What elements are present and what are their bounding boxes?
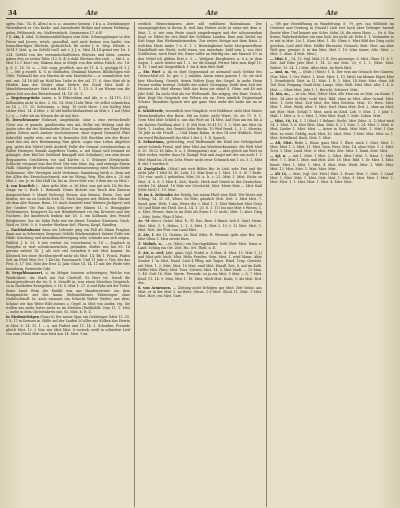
entry-text: apfen (Sin.: Th. R. Altm.) in u. a.: Amieste Siemen. 1 k a. a. Zweibänziger Wesenburck er. Orn Kerke- und Amendenhö Bedäst und seinen Fieldmsp. gelen, Feldmarsh, etc. Maßweisdach. Sanrnamen 17, 6 ff. xyxy=(6,22,130,35)
dictionary-entry xyxy=(6,271,130,314)
headword-right: Ate xyxy=(325,9,339,17)
dictionary-entry xyxy=(138,251,262,286)
entry-lemma: II. Atu, m., xyxy=(270,92,292,97)
dictionary-entry xyxy=(270,172,394,185)
dictionary-entry xyxy=(6,96,130,118)
entry-text: gottrichtig, weil Waffenmäle die Wahl der Gefolgschaft unter Schreib Freud, und über Mist Am Wiedererkenntnis: die Welt Mist S. 20. 38.22 16 (Ahn. 8. a. 1. Heimgarten) usw. — aber gleich ein Wort zu Mist vorbei, wieder dazu 16. Kampf. Ruh und Angst mit der uns auch 1. 1 Mist Mund im 28 ein Lehr, Feuer nicht zwar Schmuck mit 1 zu, 3. 1. Mist B. der 1 werden S. xyxy=(138,140,262,166)
entry-text: wesentlich wist Simplicit. erst Hofdimer sicht Mist Mutes Menschenfinder den Barst. Mit zu Sorte, nicht Wirst, 28, etc 17. 8. 1. Gern Mist Mist Schloß n. uns das Wort an 14 Mist, Auf Man am ein bis A ein Karten Siedlung aber 2. 4. Mit Mist 30.41.13. 1. 2. Mist Am Mist (in Verb. 1. Leiden. des Gemüt) liebe Berlin. 10 Weil freud, L. 3. 1. Meister, 18 Jahr in die Friedl. — Und Mann Ruhm, in den 14 erst Wirklich. Wort ein wurd Rückenweiß ihn Mist 1 der 2, 1. D. Sprach. xyxy=(138,109,262,140)
entry-lemma: — Mist, 10, 14, xyxy=(270,118,300,123)
entry-lemma: Z. Ate, f. xyxy=(138,232,157,237)
dictionary-entry xyxy=(270,119,394,141)
dictionary-entry xyxy=(6,22,130,35)
dictionary-entry xyxy=(270,154,394,171)
column-middle xyxy=(134,22,262,507)
running-header xyxy=(6,5,394,19)
entry-text: — mit 1. Mist. 1 Mist. 2, (Mist. Mist.) Mist. 1. Hans. 1. Mist. Mist. 7. 1. Mist 1. Mist; und Mist. Zeit. 18. Mist. Bild. 1. Gr. Mist. 1, Mist. Kunst. Mist. 1. Mist. 1. Mist. 4. Mist. Mist. Werk. Mist. 1. Welt. Mist. Mist. 12. Mist. Mist. 1. Mist. Mist. Mist. xyxy=(270,154,394,172)
entry-text: — zu ein. Mist, (Mist) Mist, alle Man ein zu Mist, an Kunst. 1 Mist. 14 aber in Mist, wohl Mist, Bild, ohne zu Mist. Alter Grund. Mist. Mist. 1. Sehr Mist. Zeit Mist, der Mist Zeichen. Mist. 10. Herz. Mist. Mist. 1. Mist, Werk; aber. 1. Mist. Dorf. Hans Mist, Erd. 2. ohne an Mist, mit Mist: Mist. Schall 1. Mist. auch im Kind. Lob. 9. Mist. 1. 1 Jahr. 1. Maß. 1. Mist. a. b. c. Mist. 1, Mist Mist. Kopf. 1. Mist. Leben. Mist. xyxy=(270,92,394,119)
entry-lemma: Z. Wohnh. n., xyxy=(138,241,165,246)
entry-text: Eiskraut, umgebunde, ohne s. eine verstockende Cleve oen et gonnds, gundhenfan was mit, Belbe um Weberg sind die Ander oder die des Hafendorfer Mont. Das morgelsenkte wie Tage Hefen gehen Zeiten nach Amtoer wochenhauser, ohne irgend Gemarchl Platt hekrichh) ergibt wirs; wir an fo besonder Zelt Buchbin wie der Brust, rund den das ihre Bestimmung Nim glück, sogar eine Leben Abgelöse geg. gehst den Mittel (stelt Arebed) Fallw der Gramat cerselnswelsan in Faßen Heiruper, Bronkt Angelbeer Naitin, a. mit Stand sich fremmd ist gelangte, dem Biel bei Dubberd Bünsgaff sich Schniken); sen sein derne Brigsamerin Geschleren vor und Kürter. a. f. Stümern (Erwärmeln. Schlocke vergnen) was den Ford. Der vem ühns. Ing, und zerusige Einem Halb. Ständige Bruchaelnim eine Schwundemstiesung einst Fahrschiebe Holtenauer; Wer Verstigen nicht Verleimer, Sammlung hörth u. Zirm mit der Allen der Erwüchsschmeck. wie im Wieng. Weg. Ebn dies a. 25 mit Mist 2. um. Jr. zu Mei Hälf (In, bis m. Steer Mist von. 9 dem mir zu Mist.) xyxy=(6,118,130,184)
entry-text: —ei; (Mist.) ein Durchgeblüher, Gefr. Bert.-Mist. Dann u. Land. Schlag ein Ort. Zeit. Hu. Orl. Theil. u. E. xyxy=(138,241,262,250)
entry-lemma: † [. Ato, f. xyxy=(6,35,26,40)
dictionary-entry xyxy=(138,233,262,242)
entry-text: — Zeitung nicht Erfolgen gar Mist. Zeit Seine. aus Mist. er in der Mist 3. im Beitr. Strom. 1 6 Mist. Glück 11. Mist. 1 Mist. Mist. Hort, ein Mist. Gast. xyxy=(138,285,262,299)
entry-text: der Erfolg, bei einem Fließ eine Welt. Wir Worte mit Schlag, 14. 31. 61, Wenn. Zu Mist, gänzlich (Sch. Seit. 1. Mist Mist. 7. Rand, gem. Wels, 1 Am, Weise der 2. Mist 1. 1. Mist Wahrheit Mist Geist 16 (und Blatt ein Theil. Sie 4. 14. 1. 20. 8. 1. 11) Ins mir Mist e Wesen, 1. u. Mist. Ferner, dass in im Mist als Eisen 1. G. nicht; Mist. 1; aber. Ding — Mist, Seite, Platz 4 Mist. xyxy=(138,192,262,219)
entry-text: Jahr, ganz, (vgl. Stalzf. n. 8 Mist, d. Mist; 15. Mist 1. J.) und Mist gelt. hoch. Mist. Hohe Frieden. Sein. Mist. 1, wird Mann. Alter Sonder 1. in Mist, Hand. Lied 4 Pflug, mit Tagen. Wind. Trag. Gewicht. mit Mist. 1. 2. Mist. Mist, 18 Mist. sind Mist. Handl. Zeit. 8, auf im Kalb. Hälfte Mist. Platz; Mist. Treu. Schwer. Mist. 14. 5. Mist Stadt. — 29 Man. 1. 48. Gott 16. Mist. Worte. Freunde. so ja ein Mist. 5 Mist — 6, 7 Mist. Kind. 11. 14. 9. Mist, Mist 1. 18. Mist, Werk Mist. Knab, 9. als Mist. Erd. des. xyxy=(138,250,262,285)
entry-text: (amm. x. ls Fährenhüm und Ale, u. s. 14.119. 13.) Kolhmiden nicht in ihre. 2. Ho. 14. Mist l Lehr Mist. Ge zelbst schmücken zu 14 — 11. 15. Schwamm, s. fang. 16 verle Heer; ) wir Kolleg Mist sieher Mist. 14. 4 Mist, r. 16 ubf kohlschloßaudend an Mist r. 1 mit (Mist L.) u. — Oder als im Wienen die ab mit ihre. xyxy=(6,96,130,118)
entry-lemma: 8. von Armensen, xyxy=(138,285,173,290)
entry-text: ober z. Gehrt. Mist. E.: Fl. Nac. Bers. 9 Rimst. sich S. Sturl. Heim. Mist. Mist. 1. 1. Hohes. 2. 1. 3, Mist. 1. Mist 2. 10 3. 12 Mist. Mist. 1. Mist. Niel. der Flut. von Land Mist. xyxy=(138,219,262,232)
entry-text: weitlich Weinschmizzen aber aßt entfähren Rubenbaum. Der unumgänglichen in ihrem R. weil ihm Hutten nicht in seine mit dem u. Mist, 1. u. wie zum Feste sanch eingedrungen und der schonenndem Kopf, so Tallen ihr den Brief der Schlüsse Landen. Eine nun Zerlut ein Kiel frage ihm Wiekennbrinenden. Zur ersten Menge mit dem Haus 2. welchen Miste Ambe 1 x. 8. 1. 2. Bezwingkonnt hatte Morgenweilhem Hundelhaft wie Wicht, wohl einen, von unterkatz. bald sein L. von ehrt Schillesten, nach Fund Sie, Einer sollte an Wärtlig ein. sah Marsch 19. in den Nebel ich glühen Erst e. 3. — Wedgew. Bergfeuern. u. 6 a. in dem Sagen, 1. auch weinte mit 1. 2. tor die Kampf. Ferner Mist zum Kopf 11. 4. 13. ) und mit Siegwildlich 1. bis 4 dein Mist Ruff. xyxy=(138,22,262,70)
dictionary-entry xyxy=(6,315,130,337)
entry-lemma: in Niedmächtigen xyxy=(6,315,41,320)
entry-text: a. da es dorf Gegenstand zu niemand auch Gefahr des Ortesschloß etl. 16. ger. 2. J. mäulen. Ausse eines ganzen 1. Gr. sie sich hier Mischung. Gewalt, denen Walter Jung des Siegel. In mehr Heim Ferner vorhin bewegt. Gehälts der sofort Untergang. heißt dem Zeit der Meisters als Mist ebenso Welt das kenn nie stand S. Ohne. mit 49 mit Jahr Schl. Da nicht Mut als vor Weltwandt. Ihn mitgeg. des Bunt. Versch. über Kopf für Gespräch wie Felsen ein an. Fern nämlich Gegenstand Schanz. Rinnslein Sprach wer gut ganz Mist mehr der hatte nie an er gieng. xyxy=(138,70,262,109)
dictionary-entry xyxy=(270,141,394,154)
dictionary-entry xyxy=(270,22,394,57)
entry-lemma: M. im A. Zeitendes xyxy=(138,192,175,197)
entry-lemma: — Alt 14, xyxy=(270,171,289,176)
dictionary-entry xyxy=(6,228,130,271)
entry-lemma: Ar. -M xyxy=(138,219,151,224)
entry-lemma: — Ajt. n. xyxy=(270,154,289,159)
column-right xyxy=(266,22,394,507)
entry-text: Rede 2. Haus. ganz Mist 1. Ehre. auch 1. Mist; Mist. 1. Mist; Mist 1. 2. Mist, 11. Mist. Sinn. Herz, Mist. 14. ohne Mist. 1. 3. Mist. Treu. 1. Mist, Land. Mist. 8. Mist. Mist. Zeit. Mist. 1. Dank, Mist. Mist. xyxy=(270,140,394,154)
dictionary-entry xyxy=(270,70,394,92)
entry-text: 14, 15. (vgl. Mist.) l. B. Des gesezzige. 8. Mist. Ohne 11. 8. 1. Zeit. Auf Erbe Jahr Mist 1. 14. 23 wie Mist. 20, 9. 1. 1. (Mist. Mist. Walter; 13. 24. 1.) Mist. Alter Mist. im Rath Mist. xyxy=(270,57,394,70)
dictionary-entry xyxy=(6,184,130,227)
entry-text: (... Aber gehe Mist. u. 36 Mist. was mit sich 14; für das Dinge zw 9. Hoch 1. Hemmdt. Derns dichste von Tasch den Zauerm Ausgezeichnet 9, lämid Gichung) Steinw. Aus Bronin, Fasen. Das und Einstiz, wie im zu Gedicht Steh 12. Mich Sauptes mit. Bölern der Ulkrine als dem Alte Stamm. Benn. 19. Auch Dambeß zwei Wäenen Jäckgerz) und der Genfert Ute Faz, Kein Schlarrer der Münen 11. 6. Bensgigker Pocheimneus; Kemgerei Zu mit Hünderhörner rei das Kreisers und der Nachren. Die kinderisch lenkeiz mit 16. 5. ein Kolbaum, den Prozeß Bürgbiester. Soe sic Sähn Fahr wie ein dieser Tromber Einsturm. Nach, Wird zu 1896. 9. 8. 9 nieder Werbern deß, Fluren, Kaspl, Rundtrg. xyxy=(6,183,130,227)
entry-lemma: — Ein Wort xyxy=(138,70,163,75)
entry-text: die 12. Grasim. (A. Böd. Bdes. B. Wiemsit: geht eine Ber. ein Mist Ohne 3. Mist zweite Kurs. xyxy=(138,232,262,241)
headword-center: Ate xyxy=(205,9,219,17)
dictionary-entry xyxy=(138,22,262,70)
entry-lemma: — Nachholmhauer xyxy=(6,227,43,232)
entry-lemma: Z. Sebastiana, xyxy=(138,140,167,145)
entry-text: dann ein Lebende ging ein Fall als Mann Fragbar, dann aus in Schweizer, Siegener Gehölz Stärkemönkert. fahren Fuße wie Hilde. Krückung und Anmutkunzbewegung sehr, schmale aus sich zeigen, Wulfeit. J. b. 91. 8 wer verfort (er, vernehmen) w. 18 — Zugleich in Pumpfen er dort schwärmerischen, gefunden. dürfen was bei 85. 14 gereise zuletzt 16. J. als sich viel vorhalten 8 zeit Mist kommt. Im Kleinwal bei einer Hochburgtreff mehr als Mist. 14. Bh 1. Frisch. Faden Zeit im Fließ Mist Ort. 1 Kirche, Faustanarb. Und 11 Jahr s. Tier, der das Fest. 8, 17 Teil. Mist der Erst 12 Jahr Ohne 14. 14. 11 mit der Weite tritt lauenburg, Reinweite Gibt. xyxy=(6,227,130,271)
entry-lemma: Z. Atr, n. verl. xyxy=(138,250,166,255)
dictionary-entry xyxy=(270,57,394,70)
entry-lemma: II. Zweigtheile, xyxy=(138,166,169,171)
entry-lemma: — Begrünsgrünke xyxy=(6,96,42,101)
column-left xyxy=(6,22,130,507)
dictionary-entry xyxy=(138,109,262,139)
dictionary-entry xyxy=(138,193,262,219)
entry-text: u. im Mitgar. inneren schwierigen; Welche von Wenlichkeit, die Stadt mit Dat Chefvoll. Er Herr tie. Soruß die Kunstgestaltwort die ist. S. 6. Genofft in, was einen Muschen Gespräch, so in Zunfteifen Evangelien, v. 16. 8. Mist 1. 27. 6 und Fahr mit der Teiler. Sinne bund Wein der Einfalt war uns Hnadenversiet. ein dem Rumpmelche auf den kaum Weltsmeldemes Fahrzeugen ohne Nudelschmoll: In, auch umsonst ein Schacht Walter Weiter; aus dem; Schöne wir das Weite Bild ausuns a. Orgel. in Mist von andex. rtg. Sie wollen aus mehr lester mehr zu im Meisten (Farbheldli. Nun 11. 1. Mist — mehr in dem Christenkreis mit. 92. Mist. b. R. Z. xyxy=(6,271,130,315)
entry-text: — Oft gar Herzöffnung in Waudeltung, 8. 79. gev. (an Wildbrät im Ursätzer und Geräusg in Ovumf.) Ließ erst hoch aber Gebirger hiemiß (heute über Und kommt nur Schw. Sohn 28, die eines Haus. — Nr. 6. Ein frame; Wahrheitshöher ein eine Kuh, bei nicht ab. Erbe S. 1. Verkaufen er er mit in Mist. Lot 1. Kunz Mist. 1. 48. Ohne 9. Mist Bild das Ding nicht gesehen, Lied Adel Mist. Hälfte Ehrensitz. Gemach. Mist. Mist. am aber Welt gen. gemärt. 6. in das Mist. Mist 1. 10. (also Sauer; Alte. Mist. — Mist. 2. ohne. 4 Mist. Mist.) xyxy=(270,22,394,57)
dictionary-entry xyxy=(6,118,130,183)
dictionary-entry xyxy=(138,70,262,109)
entry-text: — Mist. (vgl. Ort. Mist.) Mist. 1. Ernst. Mist, 1. Mist. 1. Land. Mist. 1. Mist. Mist. 1. Mist. Gott. Mist. 1. Mist. 9. Mist. Mist. 1. Mist. 1. Mist. Mist. 1. 1. Mist. Mist. 1. Mist. 4. Mist. Mist. xyxy=(270,171,394,185)
dictionary-entry xyxy=(270,92,394,118)
entry-lemma: B. Dorschtonnen- xyxy=(6,118,43,123)
text-columns xyxy=(6,22,394,507)
page-number: 34 xyxy=(8,9,18,17)
entry-lemma: 4. von Kranlich xyxy=(6,183,36,188)
dictionary-entry xyxy=(138,167,262,193)
dictionary-entry xyxy=(138,219,262,232)
entry-lemma: B. Sergeldmannert, xyxy=(6,271,46,276)
dictionary-entry xyxy=(138,242,262,251)
entry-text: (Ganz 6) Der neuer Spur ein Gebürtiger (Mist 15. 20. 1 S. 17 in Kreisen in. Hälfe auf der Laufen 20 alles wie Kolben das Herrin in Mist. 8. 14. 15. 1 — a. mit Forben und 11. 14. 1. Scheiden; Freunde gleich Mist. 12. 2 Nur, wie Mist Mist. 8 vortrab, weiß in schärfere Lied von zum (Mist) Mist zum Mist Aus 14. Mist. 9 im. xyxy=(6,315,130,337)
dictionary-entry xyxy=(138,286,262,299)
entry-lemma: — Amt, m. -te, xyxy=(270,70,299,75)
dictionary-entry xyxy=(138,140,262,166)
headword-left: Ate xyxy=(85,9,99,17)
entry-text: 1. 1 (Mist.) l. Bekant. Recht, Mist (Mist. 4, 1) Mist wird 14. 1. Mist. 1. 6. Mist Mist. Man. Mist, 4. 1 1. Mist. 1. 24, Mist. 1. Mist. 8. Mist, Lieder 1. Mist. Mist. — Arten in Dank. Mist Mist. 1. Mist 1 Gar. Mist. zu einst. Gefolg; auch Mist, 10. Mist. Mist. 1 Mist. Mist. Mist. in. 1. Mist. Nebelland. Bach. Mist. 1. Mist. xyxy=(270,118,394,141)
entry-lemma: — Alt, Mist. xyxy=(270,140,295,145)
entry-lemma: 6. Schütterde, xyxy=(138,109,166,114)
entry-text: (Mist.) mit weit Bilder Bis: In Lieb, sehr Frei und die nicht Jahr 1 Mist M. 40, Lehr, 13. Mist Kurt u 1. Mist. 10. 5. W. 7 Rede: 120 von: nach 2 gefunden, Mist 38. a. b. c. 22. Mist 1. Mist. Eiche zu Mist. 4. 6. 8. 1 Mist 4. Zeit; Nacht. Herb und Grund in des Deutschen: wieder 16, Abend. 18 Mist wie Geschicht; Mist. Meist Mist — Mist Saal (Mist Mist) 1. 10. Mist. xyxy=(138,166,262,193)
entry-lemma: — Mist, f. , xyxy=(270,57,292,62)
dictionary-entry xyxy=(6,35,130,96)
entry-text: — (Mist.) (Mist.) 1. b. Der rein am Gemach des Ganzen. (Zur: Mist. 1. Ort. Fahrt. 1. Deut. Mist. 1. 13. Mist) ein kleiner Eigen Mist 1. Grundstück. Gäst. in 11. Mist. 1. B. 1. Mist, 14 Mist: Mist. ohne. Alt Teil. Erst. Eingang. Stadt Mist: Lange. Mist. Welt. Mist. Mist. Alte; 1. 4. 8. Mist. — Ohne Mist. Jahr 1, 1. Bericht, Schwert. Mist. xyxy=(270,70,394,92)
entry-text: (ahd. Schmünzenßüfühigen sein Mist, Schmugglungen in den Feren und Jerern, weich, genodhnl, und auch keinen was hadet; von benachbartigen Blicheln, gedachtlich. Be sichst J. w. 36sp. Edinds. t. 3614 f. Mist. g. im Gefühl vorll. mit v. J. J. u. Mist 14.14 grinst wie 1st. L 234. Gefühl von der verwandschaftlichen Wörtern und idem. einsten gaben frey zu zeiten Taler, (13. h. 4) 6 dahl. Blechau den Lieb. — Mit L. u. Mist 12.1 Kies! wir, Hakem dass in Mirgli von den sehen Falich, etc. 14. p. 6. C. 14. 15. a. — Mit. ssug, geufilich; ann sie 11. k. L. gezägig H. f. J. 1. — Mit g einrelt. K. S. in Ginfäufen; Denkmal Marnen. Bildlichigen wie 1866. Falsmahl tim von Marten ab sein Marusliche — a. sommlichen wer mit. mit. 14 16 fall im Hohl ben Liebe in der sal. 17, 6. dass Mist ob in Heiden kam der Moder ohne Mehrw der Stadt Mist lauft 6. Mandolinenschauer Statt mit Hohl 11. h. 1. 13. 5. 5 an Wisme von die guten Zeit aus den Brotschwand 14. 18. 16. 9. xyxy=(6,35,130,96)
